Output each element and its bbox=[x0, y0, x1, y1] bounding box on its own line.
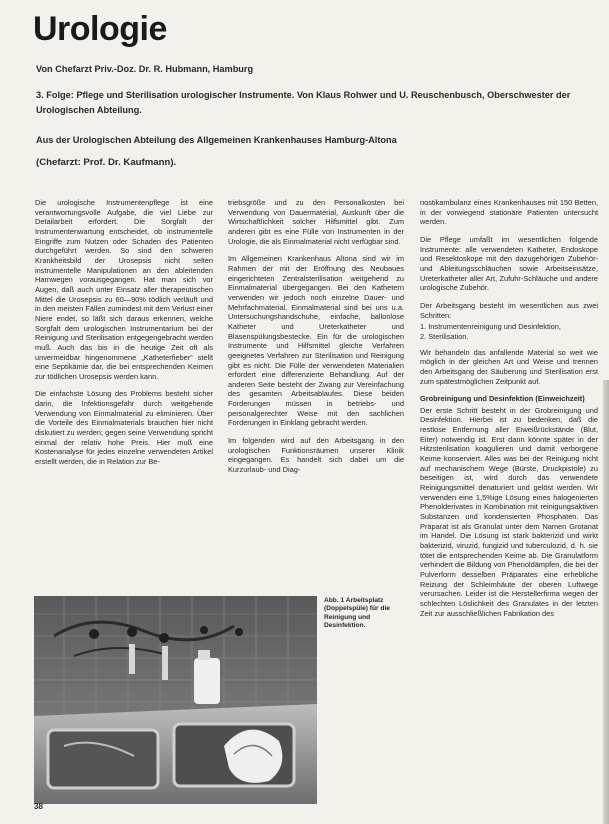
paragraph: Im folgenden wird auf den Arbeitsgang in den urologischen Funktionsräumen unserer Klinik eingegangen. Es handelt sich dabei um die Kurzurlaub- und Diag- bbox=[228, 436, 404, 475]
paragraph: Die Pflege umfaßt im wesentlichen folgende Instrumente: alle verwendeten Katheter, Endoskope und Resektoskope mit den dazugehörigen Zubehör- und Ableitungsschläuchen sowie Arbeitseinsätze, Ureterkatheter aller Art, Zufuhr-Schläuche und andere urologische Zubehör. bbox=[420, 234, 598, 293]
text-column-2 bbox=[228, 198, 404, 483]
figure-caption: Abb. 1 Arbeitsplatz (Doppelspüle) für die Reinigung und Desinfektion. bbox=[324, 597, 390, 630]
series-line: 3. Folge: Pflege und Sterilisation urologischer Instrumente. Von Klaus Rohwer und U. Reuschenbusch, Oberschwester der Urologischen Abteilung. bbox=[36, 90, 571, 115]
paragraph: Wir behandeln das anfallende Material so weit wie möglich in der gleichen Art und Weise und trennen den Arbeitsgang der Säuberung und Sterilisation erst zum spätestmöglichen Zeitpunkt auf. bbox=[420, 347, 598, 386]
paragraph: Der Arbeitsgang besteht im wesentlichen aus zwei Schritten: bbox=[420, 300, 598, 320]
department-line: Aus der Urologischen Abteilung des Allgemeinen Krankenhauses Hamburg-Altona bbox=[36, 135, 397, 145]
figure-photo bbox=[34, 596, 317, 804]
chief-line: (Chefarzt: Prof. Dr. Kaufmann). bbox=[36, 157, 177, 168]
section-heading: Grobreinigung und Desinfektion (Einweichzeit) bbox=[420, 394, 585, 404]
text-column-1 bbox=[35, 198, 213, 475]
paragraph: nostikambulanz eines Krankenhauses mit 150 Betten, in der vorwiegend stationäre Patienten untersucht werden. bbox=[420, 198, 598, 227]
sink-workstation-photo bbox=[34, 596, 317, 804]
paragraph: triebsgröße und zu den Personalkosten bei Verwendung von Dauermaterial, Auskunft über die Wirtschaftlichkeit solcher Hilfsmittel gibt. Zum anderen gibt es eine Fülle von Instrumenten in der Urologie, die als Einmalmaterial nicht verfügbar sind. bbox=[228, 198, 404, 246]
page-edge-shadow bbox=[603, 380, 609, 824]
list-item: 1. Instrumentenreinigung und Desinfektion, bbox=[420, 322, 561, 332]
list-item: 2. Sterilisation. bbox=[420, 331, 469, 341]
paragraph: Der erste Schritt besteht in der Grobreinigung und Desinfektion. Hierbei ist zu bedenken, daß die restlose Entfernung aller Eiweißrückstände (Blut, Eiter) notwendig ist. Erst dann könnte später in der Hitzsterilisation koagulieren und damit verborgene Keime konserviert. Alles was bei der Reinigung nicht auf mechanischem Wege (Bürste, Druckpistole) zu beseitigen ist, wird durch das verwendete Reinigungsmittel denaturiert und gelöst werden. Wir verwenden eine 1,5%ige Lösung eines halogenierten Phenolderivates in Kombination mit reinigungsaktiven Substanzen und kondensierten Phosphaten. Das Präparat ist als Granulat unter dem Namen Grotanat im Handel. Die Lösung ist stark bakterizid und wirkt bakterizid, viruzid, fungizid und tuberculozid, d. h. sie tötet die entsprechenden Keime ab. Die Granulatform verhindert die Bildung von Phenoldämpfen, die bei der Pulverform desselben Präparates eine erhebliche Reizung der Schleimhäute der oberen Luftwege verursachen. Leider ist die Herstellerfirma wegen der schlechten Löslichkeit des Granulates in der letzten Zeit zur ausschließlichen Fabrikation des bbox=[420, 405, 598, 618]
paragraph: Im Allgemeinen Krankenhaus Altona sind wir im Rahmen der mit der Eröffnung des Neubaues eingerichteten Zentralsterilisation weitgehend zu Einmalmaterial übergegangen. Bei den Kathetern verwenden wir jedoch noch einzelne Dauer- und Mehrfachmaterial. Einmalmaterial sind bei uns u.a. Untersuchungshandschuhe, einfache, ballonlose Katheter und Ureterkatheter und Blasenspülungsbestecke. Ein für die urologischen Instrumente und Hilfsmittel gleiche Verfahren geeignetes Verfahren zur Sterilisation und Reinigung gibt es nicht. Die Fülle der verwendeten Materialien erfordert eine differenzierte Behandlung. Auf der anderen Seite besteht der Zwang zur Vereinfachung des gesamten Arbeitsablaufes. Diese beiden Forderungen müssen in betriebs- und personalgerechter Weise mit den sachlichen Forderungen in Einklang gebracht werden. bbox=[228, 254, 404, 428]
step-list bbox=[420, 322, 598, 341]
paragraph: Die einfachste Lösung des Problems besteht sicher darin, die Infektionsgefahr durch weitgehende Verwendung von Einmalmaterial zu eliminieren. Über die Vorteile des Einmalmaterials brauchen hier nicht diskutiert zu werden; gegen seine Verwendung spricht einmal der relativ hohe Preis. Hier muß eine Kostenanalyse für jedes einzelne verwendeten Artikel erstellt werden, die in Relation zur Be- bbox=[35, 389, 213, 467]
paragraph: Die urologische Instrumentenpflege ist eine verantwortungsvolle Aufgabe, die viel Liebe zur Detailarbeit erfordert. Die Sorgfalt der Instrumentenwartung entscheidet, ob instrumentelle Eingriffe zum Nutzen oder Schaden des Patienten durchgeführt werden. So sind den schweren Krankheitsbild der Urosepsis nicht selten instrumentelle Manipulationen an den ableitenden Harnwegen vorausgegangen. Hat man sich vor Augen, daß auch unter Einsatz aller therapeutischen Mittel die Urosepsis zu 60—90% tödlich verläuft und in den meisten Fällen zumindest mit dem Verlust einer Niere endet, so läßt sich daraus erkennen, welche Sorgfalt dem urologischen Instrumentarium bei der Reinigung und Sterilisation entgegengebracht werden muß. Auch das bis in die heutige Zeit oft als unvermeidbar hingenommene „Katheterfieber“ stellt eine Septikämie dar, die bei entsprechenden Keimen zur tödlichen Urosepsis werden kann. bbox=[35, 198, 213, 381]
text-column-3 bbox=[420, 198, 598, 626]
article-title: Urologie bbox=[33, 10, 167, 48]
page-number: 38 bbox=[34, 802, 43, 811]
author-line: Von Chefarzt Priv.-Doz. Dr. R. Hubmann, Hamburg bbox=[36, 64, 254, 74]
